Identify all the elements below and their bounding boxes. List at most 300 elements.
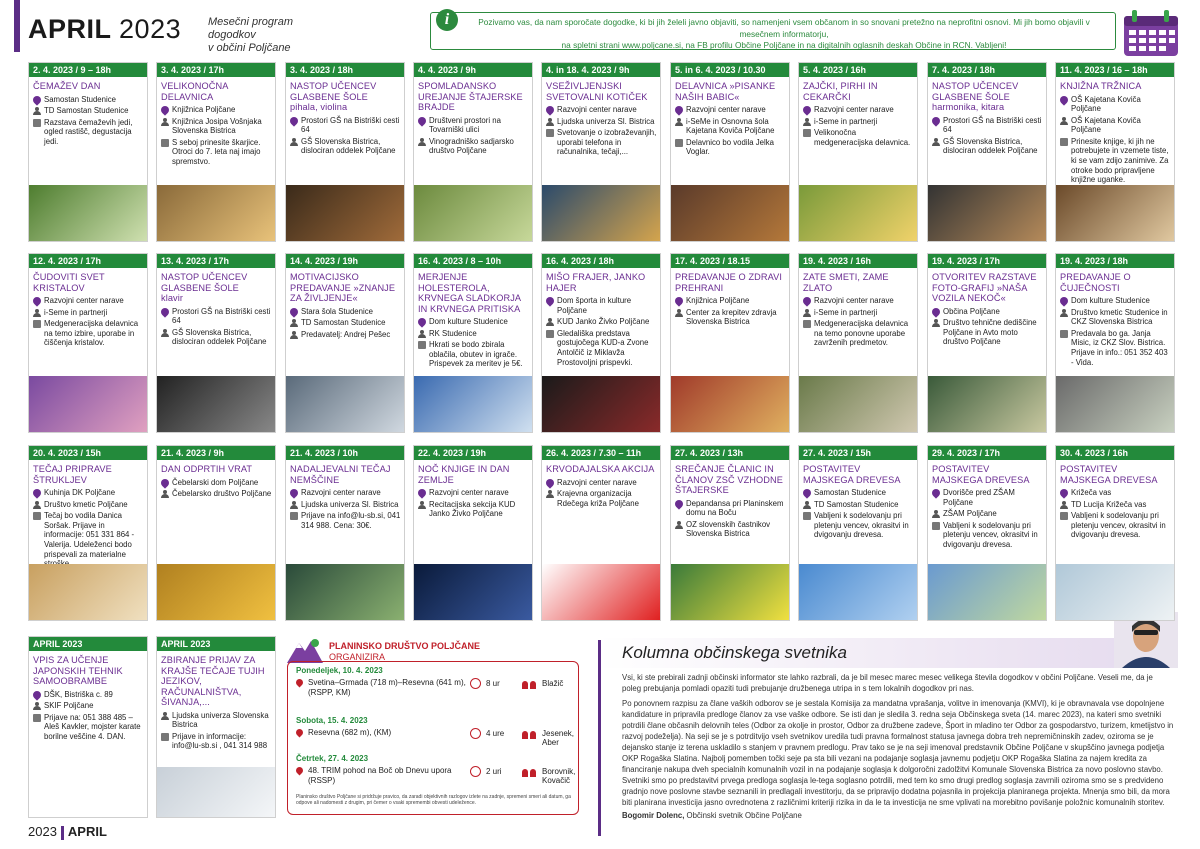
event-title: ČUDOVITI SVET KRISTALOV xyxy=(33,272,105,293)
event-detail xyxy=(671,498,789,519)
event-detail-text: Križeča vas xyxy=(1071,488,1112,497)
event-detail-text: Depandansa pri Planinskem domu na Boču xyxy=(686,498,784,518)
event-detail xyxy=(1056,136,1174,186)
event-detail xyxy=(799,487,917,499)
trip-route-text: Svetina–Grmada (718 m)–Resevna (641 m), (RSPP, KM) xyxy=(308,678,466,697)
event-title: VSEŽIVLJENJSKI SVETOVALNI KOTIČEK xyxy=(546,81,648,102)
person-icon xyxy=(290,331,298,339)
location-pin-icon xyxy=(159,477,170,488)
comment-icon xyxy=(418,341,426,349)
event-detail xyxy=(286,317,404,329)
event-detail xyxy=(928,317,1046,348)
person-icon xyxy=(33,309,41,317)
event-detail xyxy=(928,136,1046,157)
event-title: NOČ KNJIGE IN DAN ZEMLJE xyxy=(418,464,510,485)
event-detail-text: TD Lucija Križeča vas xyxy=(1071,499,1147,509)
event-detail xyxy=(29,689,147,701)
signature-name: Bogomir Dolenc, xyxy=(622,811,685,820)
event-detail xyxy=(414,499,532,520)
event-detail xyxy=(29,117,147,148)
event-title: PREDAVANJE O ZDRAVI PREHRANI xyxy=(675,272,783,293)
event-subtitle: pihala, violina xyxy=(290,102,348,112)
event-card xyxy=(28,62,148,242)
event-detail xyxy=(1056,328,1174,368)
event-card xyxy=(156,636,276,818)
column-body xyxy=(622,672,1174,821)
event-detail xyxy=(542,295,660,316)
event-detail xyxy=(542,116,660,128)
event-detail xyxy=(1056,510,1174,541)
planinsko-title2: ORGANIZIRA xyxy=(329,652,386,662)
event-detail-text: TD Samostan Studenice xyxy=(814,499,899,509)
event-card xyxy=(798,445,918,621)
comment-icon xyxy=(33,119,41,127)
event-title: POSTAVITEV MAJSKEGA DREVESA xyxy=(803,464,901,485)
location-pin-icon xyxy=(288,115,299,126)
event-photo xyxy=(29,376,147,432)
event-detail xyxy=(414,487,532,499)
event-date: 27. 4. 2023 / 13h xyxy=(671,446,789,460)
signature-role: Občinski svetnik Občine Poljčane xyxy=(684,811,802,820)
event-detail xyxy=(29,712,147,743)
event-detail xyxy=(542,488,660,509)
person-icon xyxy=(803,118,811,126)
event-detail-text: KUD Janko Živko Poljčane xyxy=(557,317,650,327)
event-photo xyxy=(414,564,532,620)
location-pin-icon xyxy=(673,104,684,115)
event-detail xyxy=(157,104,275,116)
person-icon xyxy=(418,330,426,338)
event-card xyxy=(28,636,148,818)
event-detail xyxy=(157,488,275,500)
event-detail xyxy=(542,127,660,158)
trip-route xyxy=(296,766,466,786)
event-detail-text: Velikonočna medgeneracijska delavnica. xyxy=(814,128,911,147)
event-card xyxy=(413,445,533,621)
event-title: NASTOP UČENCEV GLASBENE ŠOLE pihala, violina xyxy=(286,77,404,115)
event-detail-text: Razvojni center narave xyxy=(814,105,894,114)
subtitle-line2: v občini Poljčane xyxy=(208,42,291,54)
event-detail xyxy=(671,307,789,328)
group-icon xyxy=(522,767,538,777)
location-pin-icon xyxy=(930,306,941,317)
event-detail-text: GŠ Slovenska Bistrica, dislociran oddelek Poljčane xyxy=(943,136,1038,156)
event-card xyxy=(413,253,533,433)
comment-icon xyxy=(1060,138,1068,146)
event-card xyxy=(28,445,148,621)
event-card xyxy=(28,253,148,433)
person-icon xyxy=(546,490,554,498)
event-date: APRIL 2023 xyxy=(29,637,147,651)
person-icon xyxy=(33,702,41,710)
event-date: 13. 4. 2023 / 17h xyxy=(157,254,275,268)
location-pin-icon xyxy=(801,104,812,115)
event-title: VELIKONOČNA DELAVNICA xyxy=(161,81,228,102)
event-detail-text: Tečaj bo vodila Danica Soršak. Prijave in informacije: 051 331 864 - Valerija. Udeleženci bodo prispevali za materialne xyxy=(44,511,135,559)
person-icon xyxy=(290,319,298,327)
event-detail xyxy=(29,510,147,570)
event-detail-text: Knjižnica Poljčane xyxy=(686,296,750,305)
event-detail-text: Center za krepitev zdravja Slovenska Bistrica xyxy=(686,307,777,327)
location-pin-icon xyxy=(31,689,42,700)
event-detail xyxy=(671,116,789,137)
event-detail-text: SKIF Poljčane xyxy=(44,701,94,711)
event-detail xyxy=(799,116,917,128)
event-detail xyxy=(928,487,1046,508)
event-card xyxy=(927,62,1047,242)
event-detail xyxy=(157,137,275,168)
event-detail-text: Recitacijska sekcija KUD Janko Živko Poljčane xyxy=(429,499,516,519)
planinsko-panel xyxy=(285,635,581,817)
location-pin-icon xyxy=(159,104,170,115)
event-detail-text: Hkrati se bodo zbirala oblačila, obutev in igrače. Prispevek za meritev je 5€. xyxy=(429,340,523,369)
column-accent-bar xyxy=(598,640,601,836)
comment-icon xyxy=(33,714,41,722)
event-date: 19. 4. 2023 / 17h xyxy=(928,254,1046,268)
event-card xyxy=(670,62,790,242)
event-detail-text: Prostori GŠ na Bistriški cesti 64 xyxy=(301,115,400,135)
event-card xyxy=(285,445,405,621)
event-detail-text: Predavala bo ga. Janja Misic, iz CKZ Slov. Bistrica. Prijave in info.: 051 352 403 - Vida. xyxy=(1071,328,1168,367)
location-pin-icon xyxy=(673,295,684,306)
event-detail xyxy=(928,508,1046,520)
event-detail-text: Razvojni center narave xyxy=(557,477,637,487)
event-detail xyxy=(29,105,147,117)
event-detail-text: Razvojni center narave xyxy=(429,488,509,497)
event-detail xyxy=(286,329,404,341)
location-pin-icon xyxy=(416,487,427,498)
event-card xyxy=(285,253,405,433)
event-detail-text: i-Seme in partnerji xyxy=(814,116,878,126)
event-detail-text: Vabljeni k sodelovanju pri pletenju vencev, okrasitvi in dvigovanju drevesa. xyxy=(1071,511,1166,540)
trip-hours: 2 uri xyxy=(486,767,502,776)
location-pin-icon xyxy=(288,306,299,317)
event-detail-text: Samostan Studenice xyxy=(814,488,886,497)
event-subtitle: klavir xyxy=(161,293,184,303)
event-detail xyxy=(29,318,147,349)
event-date: 7. 4. 2023 / 18h xyxy=(928,63,1046,77)
event-detail-text: Ljudska univerza Slovenska Bistrica xyxy=(172,710,269,730)
event-card xyxy=(1055,445,1175,621)
event-date: 22. 4. 2023 / 19h xyxy=(414,446,532,460)
person-icon xyxy=(1060,117,1068,125)
event-detail-text: DŠK, Bistriška c. 89 xyxy=(44,689,113,699)
event-title: OTVORITEV RAZSTAVE FOTO-GRAFIJ »NAŠA VOZILA NEKOČ« xyxy=(932,272,1037,303)
event-date: 4. 4. 2023 / 9h xyxy=(414,63,532,77)
event-title: ZBIRANJE PRIJAV ZA KRAJŠE TEČAJE TUJIH JEZIKOV, RAČUNALNIŠTVA, ŠIVANJA,... xyxy=(161,655,265,707)
event-photo xyxy=(1056,564,1174,620)
info-line2: na spletni strani www.poljcane.si, na FB profilu Občine Poljčane in na digitalnih oglasnih deskah Občine in RCN. Vabljeni! xyxy=(561,40,1007,50)
event-detail xyxy=(157,710,275,731)
event-date: 11. 4. 2023 / 16 – 18h xyxy=(1056,63,1174,77)
event-detail-text: Delavnico bo vodila Jelka Voglar. xyxy=(686,137,774,157)
event-title: NADALJEVALNI TEČAJ NEMŠČINE xyxy=(290,464,391,485)
trip-day: Sobota, 15. 4. 2023 xyxy=(296,716,368,725)
location-pin-icon xyxy=(544,477,555,488)
event-detail-text: Predavatelj: Andrej Pešec xyxy=(301,329,391,339)
event-date: 30. 4. 2023 / 16h xyxy=(1056,446,1174,460)
person-icon xyxy=(290,138,298,146)
event-detail xyxy=(671,137,789,158)
planinsko-box xyxy=(287,661,579,815)
event-date: 3. 4. 2023 / 18h xyxy=(286,63,404,77)
person-icon xyxy=(161,118,169,126)
event-photo xyxy=(286,564,404,620)
clock-icon xyxy=(470,766,481,777)
info-notice xyxy=(430,12,1116,50)
person-icon xyxy=(1060,309,1068,317)
info-icon: i xyxy=(436,9,458,31)
event-photo xyxy=(928,376,1046,432)
event-detail-text: Občina Poljčane xyxy=(943,306,1000,316)
event-detail xyxy=(542,104,660,116)
person-icon xyxy=(932,510,940,518)
comment-icon xyxy=(675,139,683,147)
event-detail xyxy=(29,94,147,106)
event-detail-text: Samostan Studenice xyxy=(44,94,116,104)
event-detail-text: Knjižnica Josipa Vošnjaka Slovenska Bistrica xyxy=(172,116,262,136)
event-detail-text: Kuhinja DK Poljčane xyxy=(44,488,116,497)
event-date: 27. 4. 2023 / 15h xyxy=(799,446,917,460)
person-icon xyxy=(932,138,940,146)
event-date: 5. 4. 2023 / 16h xyxy=(799,63,917,77)
event-detail-text: Prinesite knjige, ki jih ne potrebujete in vzemete tiste, ki se vam zdijo zanimive. Za otroke bodo pripravljene knjižne uganke. xyxy=(1071,136,1169,185)
column-panel xyxy=(598,638,1178,838)
person-icon xyxy=(803,501,811,509)
event-detail-text: GŠ Slovenska Bistrica, dislociran oddelek Poljčane xyxy=(172,327,267,347)
location-pin-icon xyxy=(416,316,427,327)
location-pin-icon xyxy=(1058,295,1069,306)
trip-hours: 8 ur xyxy=(486,679,500,688)
person-icon xyxy=(418,501,426,509)
trip-route xyxy=(296,728,466,738)
event-detail xyxy=(157,477,275,489)
event-detail-text: Svetovanje o izobraževanjih, uporabi telefona in računalnika, tečaji,... xyxy=(557,128,657,157)
trip-route-text: Resevna (682 m), (KM) xyxy=(308,728,392,737)
comment-icon xyxy=(161,139,169,147)
event-detail-text: Prijave in informacije: info@lu-sb.si , 041 314 988 xyxy=(172,731,268,751)
trip-leader: Jesenek, Aber xyxy=(542,729,575,747)
event-detail xyxy=(414,339,532,370)
event-detail-text: Društvo tehnične dediščine Poljčane in Avto moto društvo Poljčane xyxy=(943,318,1037,347)
event-date: 19. 4. 2023 / 18h xyxy=(1056,254,1174,268)
event-detail xyxy=(1056,295,1174,307)
trip-route xyxy=(296,678,466,698)
trip-day: Četrtek, 27. 4. 2023 xyxy=(296,754,369,763)
event-detail-text: RK Studenice xyxy=(429,328,477,338)
event-date: 20. 4. 2023 / 15h xyxy=(29,446,147,460)
event-detail xyxy=(928,115,1046,136)
event-detail-text: Gledališka predstava gostujočega KUD-a Zvone Antolčič iz Miklavža Prostovoljni prispevki. xyxy=(557,328,649,367)
title-year: 2023 xyxy=(119,14,182,44)
event-detail-text: ZŠAM Poljčane xyxy=(943,509,997,519)
group-icon xyxy=(522,729,538,739)
event-detail-text: Krajevna organizacija Rdečega križa Poljčane xyxy=(557,489,639,508)
event-detail xyxy=(542,477,660,489)
event-detail-text: Razvojni center narave xyxy=(557,105,637,114)
location-pin-icon xyxy=(288,487,299,498)
planinsko-title1: PLANINSKO DRUŠTVO POLJČANE xyxy=(329,641,481,651)
event-card xyxy=(670,445,790,621)
pin-icon xyxy=(295,728,305,738)
group-icon xyxy=(522,679,538,689)
event-date: APRIL 2023 xyxy=(157,637,275,651)
person-icon xyxy=(1060,501,1068,509)
event-detail xyxy=(286,510,404,531)
event-detail-text: Razvojni center narave xyxy=(301,488,381,497)
event-detail xyxy=(29,307,147,319)
event-detail-text: i-Seme in partnerji xyxy=(44,307,108,317)
person-icon xyxy=(161,712,169,720)
event-title: MOTIVACIJSKO PREDAVANJE »ZNANJE ZA ŽIVLJENJE« xyxy=(290,272,396,303)
event-detail xyxy=(157,731,275,752)
event-detail xyxy=(799,499,917,511)
event-title: KNJIŽNA TRŽNICA xyxy=(1060,81,1142,91)
person-icon xyxy=(803,309,811,317)
footer-divider xyxy=(61,826,64,840)
event-photo xyxy=(671,185,789,241)
location-pin-icon xyxy=(31,94,42,105)
event-title: SPOMLADANSKO UREJANJE ŠTAJERSKE BRAJDE xyxy=(418,81,523,112)
event-detail xyxy=(286,499,404,511)
event-detail-text: OŠ Kajetana Koviča Poljčane xyxy=(1071,115,1141,135)
column-title: Kolumna občinskega svetnika xyxy=(622,643,847,662)
event-date: 29. 4. 2023 / 17h xyxy=(928,446,1046,460)
event-photo xyxy=(29,564,147,620)
event-detail-text: TD Samostan Studenice xyxy=(301,318,386,328)
event-detail-text: Razvojni center narave xyxy=(686,105,766,114)
location-pin-icon xyxy=(159,306,170,317)
location-pin-icon xyxy=(544,295,555,306)
person-icon xyxy=(546,318,554,326)
event-title: ZATE SMETI, ZAME ZLATO xyxy=(803,272,889,293)
subtitle-line1: Mesečni program dogodkov xyxy=(208,16,293,41)
event-detail xyxy=(799,127,917,148)
comment-icon xyxy=(33,512,41,520)
event-detail-text: Stara šola Studenice xyxy=(301,306,373,316)
event-title: NASTOP UČENCEV GLASBENE ŠOLE harmonika, kitara xyxy=(928,77,1046,115)
event-detail xyxy=(157,327,275,348)
event-detail-text: Društvo kmetic Studenice in CKZ Slovenska Bistrica xyxy=(1071,307,1168,327)
event-title: POSTAVITEV MAJSKEGA DREVESA xyxy=(932,464,1030,485)
event-detail xyxy=(286,136,404,157)
event-card xyxy=(927,445,1047,621)
comment-icon xyxy=(803,512,811,520)
pin-icon xyxy=(295,766,305,776)
location-pin-icon xyxy=(31,295,42,306)
event-detail-text: Dom športa in kulture Poljčane xyxy=(557,296,632,315)
event-photo xyxy=(799,185,917,241)
event-detail-text: Prijave na: 051 388 485 – Aleš Kavkler, mojster karate borilne veščine 4. DAN. xyxy=(44,712,141,741)
event-title: KRVODAJALSKA AKCIJA xyxy=(546,464,655,474)
planinsko-note: Planinsko društvo Poljčane si pridržuje pravico, da zaradi objektivnih razlogov izlete na zadnje, spremeni smeri ali datum, ga odpove ali nadomesti z drugim, pri čemer o vsaki spremembi obvesti udeležence. xyxy=(296,794,571,806)
person-icon xyxy=(33,107,41,115)
location-pin-icon xyxy=(801,487,812,498)
footer-month: APRIL xyxy=(67,824,107,839)
person-icon xyxy=(161,329,169,337)
event-card xyxy=(1055,253,1175,433)
trip-leader: Blažič xyxy=(542,679,564,688)
person-icon xyxy=(675,309,683,317)
location-pin-icon xyxy=(930,115,941,126)
event-detail-text: Čebelarsko društvo Poljčane xyxy=(172,489,272,499)
event-detail xyxy=(29,487,147,499)
event-photo xyxy=(157,767,275,817)
event-title: MERJENJE HOLESTEROLA, KRVNEGA SLADKORJA IN KRVNEGA PRITISKA xyxy=(418,272,521,314)
event-detail xyxy=(1056,307,1174,328)
event-title: DAN ODPRTIH VRAT xyxy=(161,464,253,474)
trip-route-text: 48. TRIM pohod na Boč ob Dnevu upora (RSSP) xyxy=(308,766,452,785)
event-title: NASTOP UČENCEV GLASBENE ŠOLE klavir xyxy=(157,268,275,306)
event-photo xyxy=(542,376,660,432)
event-photo xyxy=(928,564,1046,620)
comment-icon xyxy=(1060,330,1068,338)
event-photo xyxy=(157,185,275,241)
event-detail xyxy=(1056,487,1174,499)
event-card xyxy=(541,445,661,621)
event-detail-text: Dom kulture Studenice xyxy=(1071,296,1150,305)
event-title: SREČANJE ČLANIC IN ČLANOV ZSČ VZHODNE ŠTAJERSKE xyxy=(675,464,783,495)
event-photo xyxy=(542,185,660,241)
comment-icon xyxy=(546,330,554,338)
event-detail xyxy=(414,316,532,328)
trip-day: Ponedeljek, 10. 4. 2023 xyxy=(296,666,383,675)
event-detail-text: i-Seme in partnerji xyxy=(814,307,878,317)
event-date: 21. 4. 2023 / 10h xyxy=(286,446,404,460)
event-subtitle: harmonika, kitara xyxy=(932,102,1005,112)
event-title: TEČAJ PRIPRAVE ŠTRUKLJEV xyxy=(33,464,112,485)
event-card xyxy=(285,62,405,242)
page-subtitle xyxy=(208,16,338,55)
event-detail xyxy=(157,116,275,137)
event-photo xyxy=(29,185,147,241)
event-detail-text: Ljudska univerza Sl. Bistrica xyxy=(301,499,399,509)
event-detail-text: TD Samostan Studenice xyxy=(44,106,129,116)
event-detail xyxy=(29,700,147,712)
event-date: 14. 4. 2023 / 19h xyxy=(286,254,404,268)
event-card xyxy=(156,62,276,242)
comment-icon xyxy=(546,129,554,137)
event-detail-text: Razvojni center narave xyxy=(814,296,894,305)
event-photo xyxy=(671,564,789,620)
event-detail xyxy=(799,104,917,116)
comment-icon xyxy=(1060,512,1068,520)
event-detail-text: Medgeneracijska delavnica na temo ponovne uporabe zavrženih predmetov. xyxy=(814,319,909,348)
event-photo xyxy=(286,376,404,432)
event-detail xyxy=(414,328,532,340)
event-detail-text: Dom kulture Studenice xyxy=(429,317,508,326)
comment-icon xyxy=(932,522,940,530)
event-card xyxy=(156,253,276,433)
person-icon xyxy=(932,319,940,327)
person-icon xyxy=(161,490,169,498)
event-card xyxy=(541,62,661,242)
event-detail-text: Razstava čemaževih jedi, ogled rastišč, degustacija jedi. xyxy=(44,117,133,146)
location-pin-icon xyxy=(544,104,555,115)
event-detail xyxy=(671,519,789,540)
event-detail-text: Dvorišče pred ZŠAM Poljčane xyxy=(943,488,1015,507)
event-title: PREDAVANJE O ČUJEČNOSTI xyxy=(1060,272,1131,293)
event-date: 16. 4. 2023 / 8 – 10h xyxy=(414,254,532,268)
person-icon xyxy=(33,501,41,509)
event-detail-text: i-SeMe in Osnovna šola Kajetana Koviča Poljčane xyxy=(686,116,775,136)
comment-icon xyxy=(803,320,811,328)
location-pin-icon xyxy=(416,115,427,126)
event-title: POSTAVITEV MAJSKEGA DREVESA xyxy=(1060,464,1158,485)
planinsko-title xyxy=(329,641,480,663)
event-detail xyxy=(928,520,1046,551)
event-detail-text: Prostori GŠ na Bistriški cesti 64 xyxy=(943,115,1042,135)
